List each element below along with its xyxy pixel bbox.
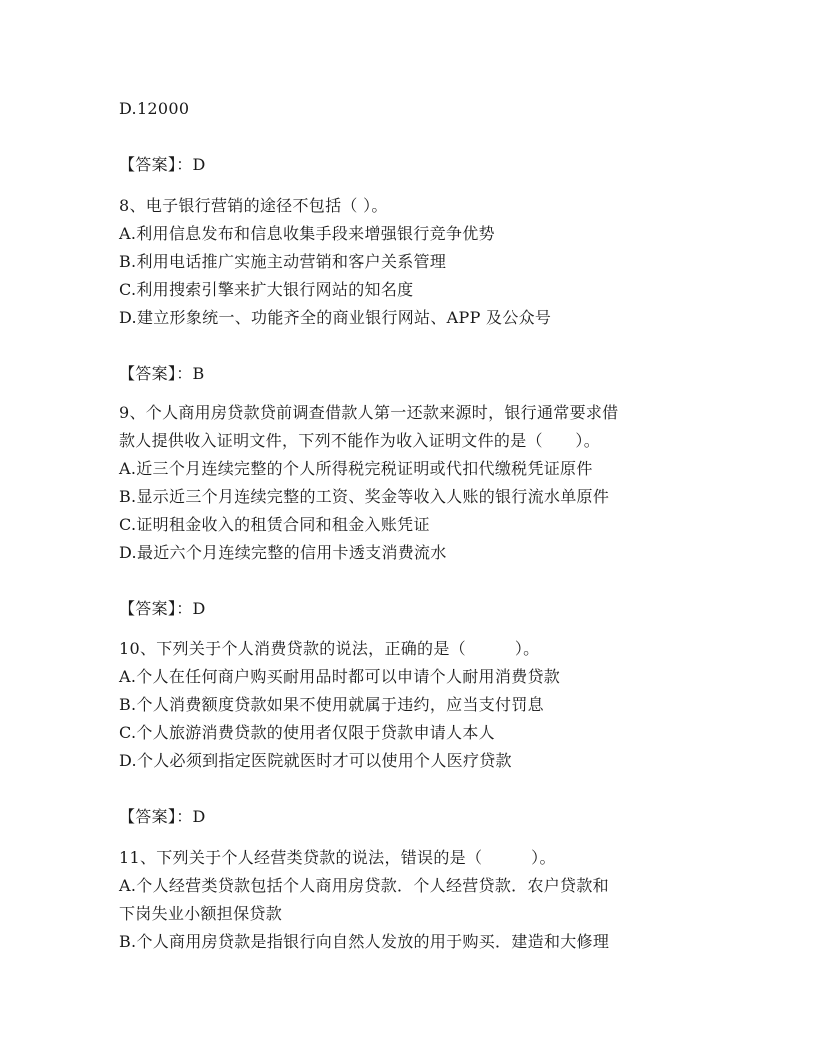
option-a-q9: A.近三个月连续完整的个人所得税完税证明或代扣代缴税凭证原件	[119, 459, 593, 478]
option-d-q9: D.最近六个月连续完整的信用卡透支消费流水	[119, 543, 447, 562]
answer-q9: 【答案】：D	[119, 599, 206, 618]
option-d-q7: D.12000	[119, 99, 190, 118]
option-d-q10: D.个人必须到指定医院就医时才可以使用个人医疗贷款	[119, 751, 512, 770]
option-a-q11-line-1: A.个人经营类贷款包括个人商用房贷款．个人经营贷款．农户贷款和	[119, 876, 609, 895]
question-8: 8、电子银行营销的途径不包括（ ）。	[119, 196, 388, 215]
answer-q8: 【答案】：B	[119, 364, 205, 383]
option-b-q11: B.个人商用房贷款是指银行向自然人发放的用于购买．建造和大修理	[119, 932, 610, 951]
option-a-q10: A.个人在任何商户购买耐用品时都可以申请个人耐用消费贷款	[119, 667, 561, 686]
option-c-q9: C.证明租金收入的租赁合同和租金入账凭证	[119, 515, 430, 534]
question-11: 11、下列关于个人经营类贷款的说法，错误的是（ ）。	[119, 848, 556, 867]
option-b-q8: B.利用电话推广实施主动营销和客户关系管理	[119, 252, 447, 271]
question-9-line-1: 9、个人商用房贷款贷前调查借款人第一还款来源时，银行通常要求借	[119, 403, 619, 422]
option-b-q10: B.个人消费额度贷款如果不使用就属于违约，应当支付罚息	[119, 695, 544, 714]
option-c-q10: C.个人旅游消费贷款的使用者仅限于贷款申请人本人	[119, 723, 495, 742]
option-c-q8: C.利用搜索引擎来扩大银行网站的知名度	[119, 280, 414, 299]
question-10: 10、下列关于个人消费贷款的说法，正确的是（ ）。	[119, 639, 540, 658]
option-d-q8: D.建立形象统一、功能齐全的商业银行网站、APP 及公众号	[119, 308, 552, 327]
answer-q10: 【答案】：D	[119, 807, 206, 826]
option-a-q8: A.利用信息发布和信息收集手段来增强银行竞争优势	[119, 224, 495, 243]
option-b-q9: B.显示近三个月连续完整的工资、奖金等收入人账的银行流水单原件	[119, 487, 610, 506]
question-9-line-2: 款人提供收入证明文件，下列不能作为收入证明文件的是（ ）。	[119, 431, 601, 450]
option-a-q11-line-2: 下岗失业小额担保贷款	[119, 904, 283, 923]
answer-q7: 【答案】：D	[119, 155, 206, 174]
